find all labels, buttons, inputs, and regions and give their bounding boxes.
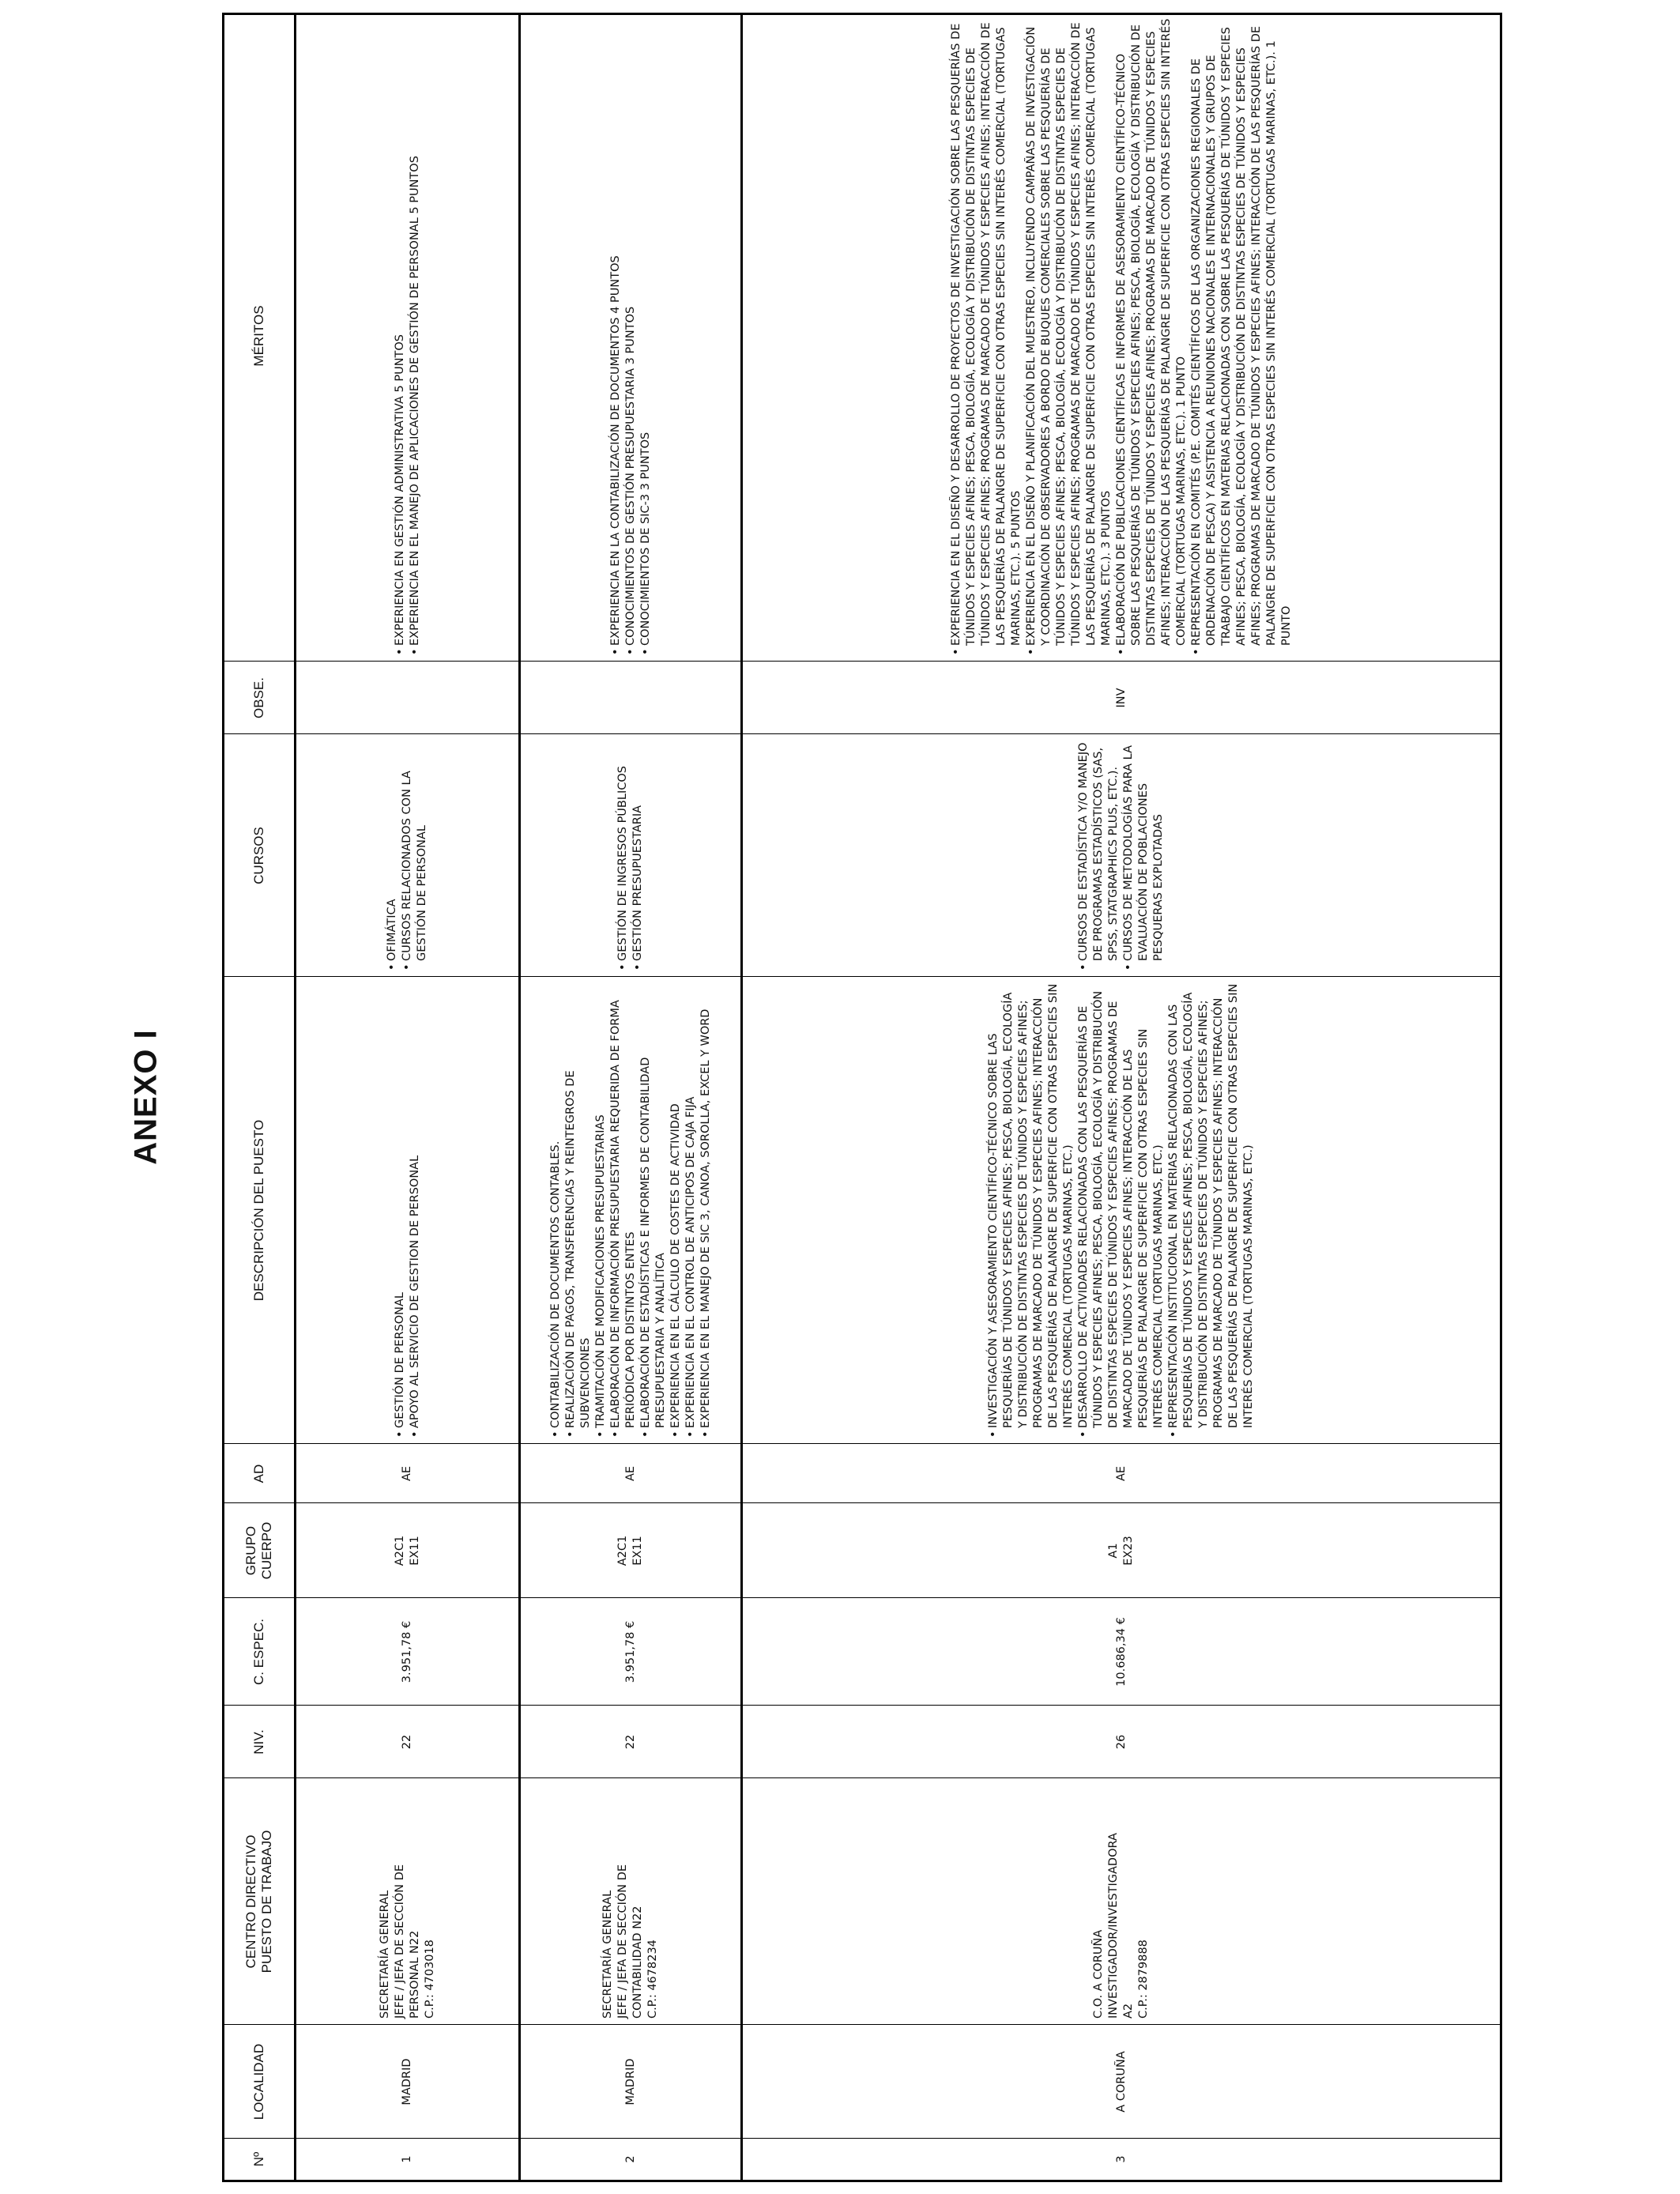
header-centro: CENTRO DIRECTIVO PUESTO DE TRABAJO: [243, 1830, 274, 1973]
header-niv: NIV.: [251, 1729, 266, 1755]
meritos-item: • EXPERIENCIA EN EL MANEJO DE APLICACIONES DE GESTIÓN DE PERSONAL 5 PUNTOS: [408, 17, 423, 655]
cell-cespec: 3.951,78 €: [623, 1620, 637, 1683]
cell-descripcion: [296, 977, 518, 1444]
descripcion-item: • TRAMITACIÓN DE MODIFICACIONES PRESUPUESTARIAS: [593, 983, 608, 1438]
table-row: [521, 15, 740, 2180]
cell-grupo: A1 EX23: [1107, 1536, 1135, 1566]
cell-niv: 26: [1114, 1734, 1128, 1750]
meritos-item: • EXPERIENCIA EN GESTIÓN ADMINISTRATIVA 5 PUNTOS: [393, 17, 408, 655]
cell-cespec: 3.951,78 €: [401, 1620, 413, 1683]
header-obse: OBSE.: [251, 677, 266, 718]
cell-obse: [296, 662, 518, 734]
cell-centro: C.O. A CORUÑA INVESTIGADOR/INVESTIGADORA A2 C.P.: 2879888: [1092, 1833, 1150, 2019]
cell-cursos: [296, 734, 518, 977]
descripcion-item: • ELABORACIÓN DE ESTADÍSTICAS E INFORMES DE CONTABILIDAD PRESUPUESTARIA Y ANALÍTICA: [638, 983, 669, 1438]
header-cursos: CURSOS: [251, 827, 266, 884]
header-cespec: C. ESPEC.: [251, 1618, 266, 1686]
cell-centro: SECRETARÍA GENERAL JEFE / JEFA DE SECCIÓN DE PERSONAL N22 C.P.: 4703018: [378, 1864, 436, 2019]
cursos-item: • CURSOS DE ESTADÍSTICA Y/O MANEJO DE PROGRAMAS ESTADÍSTICOS (SAS, SPSS, STATGRAPHICS PLUS, ETC.).: [1076, 741, 1121, 971]
header-grupo: GRUPO CUERPO: [243, 1521, 274, 1580]
annex-table: [222, 13, 1502, 2182]
cell-descripcion: [521, 977, 740, 1444]
descripcion-item: • DESARROLLO DE ACTIVIDADES RELACIONADAS CON LAS PESQUERÍAS DE TÚNIDOS Y ESPECIES AFINES; PESCA, BIOLOGÍA, ECOLOGÍA Y DISTRIBUCIÓN DE DISTINTAS ESPECIES DE TÚNIDOS Y ESPECIES AFINES; PROGRAMAS DE MARCADO DE TÚNIDOS Y ESPECIES AFINES; INTERACCIÓN DE LAS PESQUERÍAS DE PALANGRE DE SUPERFICIE CON OTRAS ESPECIES SIN INTERÉS COMERCIAL (TORTUGAS MARINAS, ETC.): [1076, 983, 1166, 1438]
cell-niv: 22: [401, 1734, 413, 1750]
descripcion-item: • EXPERIENCIA EN EL CONTROL DE ANTICIPOS DE CAJA FIJA: [684, 983, 699, 1438]
cursos-item: • GESTIÓN PRESUPUESTARIA: [631, 741, 646, 971]
descripcion-item: • CONTABILIZACIÓN DE DOCUMENTOS CONTABLES.: [548, 983, 563, 1438]
header-meritos: MÉRITOS: [251, 305, 266, 367]
cell-localidad: MADRID: [401, 2058, 413, 2105]
descripcion-item: • REALIZACIÓN DE PAGOS, TRANSFERENCIAS Y REINTEGROS DE SUBVENCIONES: [563, 983, 593, 1438]
cell-obse: [521, 662, 740, 734]
cell-cursos: [743, 734, 1500, 977]
descripcion-item: • INVESTIGACIÓN Y ASESORAMIENTO CIENTÍFICO-TÉCNICO SOBRE LAS PESQUERÍAS DE TÚNIDOS Y ESPECIES AFINES; PESCA, BIOLOGÍA, ECOLOGÍA Y DISTRIBUCIÓN DE DISTINTAS ESPECIES DE TÚNIDOS Y ESPECIES AFINES; PROGRAMAS DE MARCADO DE TÚNIDOS Y ESPECIES AFINES; INTERACCIÓN DE LAS PESQUERÍAS DE PALANGRE DE SUPERFICIE CON OTRAS ESPECIES SIN INTERÉS COMERCIAL (TORTUGAS MARINAS, ETC.): [986, 983, 1076, 1438]
cell-ad: AE: [401, 1465, 413, 1482]
header-ad: AD: [251, 1464, 266, 1483]
meritos-item: • CONOCIMIENTOS DE GESTIÓN PRESUPUESTARIA 3 PUNTOS: [623, 17, 638, 655]
cell-localidad: A CORUÑA: [1114, 2051, 1128, 2113]
cell-grupo: A2C1 EX11: [616, 1535, 644, 1566]
cursos-item: • OFIMÁTICA: [385, 741, 400, 971]
descripcion-item: • EXPERIENCIA EN EL MANEJO DE SIC 3, CANOA, SOROLLA, EXCEL Y WORD: [699, 983, 714, 1438]
meritos-item: • CONOCIMIENTOS DE SIC-3 3 PUNTOS: [638, 17, 654, 655]
descripcion-item: • GESTIÓN DE PERSONAL: [393, 983, 408, 1438]
cell-meritos: [521, 10, 740, 662]
descripcion-item: • APOYO AL SERVICIO DE GESTION DE PERSONAL: [408, 983, 423, 1438]
cell-cespec: 10.686,34 €: [1114, 1617, 1128, 1687]
cell-obse: INV: [1114, 688, 1128, 708]
table-row: [296, 15, 518, 2180]
cell-cursos: [521, 734, 740, 977]
table-row: [743, 15, 1500, 2180]
header-n: Nº: [251, 2151, 266, 2167]
cell-ad: AE: [623, 1465, 637, 1482]
cell-n: 2: [623, 2155, 637, 2163]
cell-localidad: MADRID: [623, 2058, 637, 2105]
cell-meritos: [743, 10, 1500, 662]
cell-niv: 22: [623, 1734, 637, 1750]
header-descripcion: DESCRIPCIÓN DEL PUESTO: [251, 1119, 266, 1302]
cursos-item: • CURSOS DE METODOLOGÍAS PARA LA EVALUACIÓN DE POBLACIONES PESQUERAS EXPLOTADAS: [1121, 741, 1166, 971]
cell-grupo: A2C1 EX11: [393, 1535, 421, 1566]
meritos-item: • ELABORACIÓN DE PUBLICACIONES CIENTÍFICAS E INFORMES DE ASESORAMIENTO CIENTÍFICO-TÉCNICO SOBRE LAS PESQUERÍAS DE TÚNIDOS Y ESPECIES AFINES; PESCA, BIOLOGÍA, ECOLOGÍA Y DISTRIBUCIÓN DE DISTINTAS ESPECIES DE TÚNIDOS Y ESPECIES AFINES; PROGRAMAS DE MARCADO DE TÚNIDOS Y ESPECIES AFINES; INTERACCIÓN DE LAS PESQUERÍAS DE PALANGRE DE SUPERFICIE CON OTRAS ESPECIES SIN INTERÉS COMERCIAL (TORTUGAS MARINAS, ETC.). 1 PUNTO: [1114, 17, 1189, 655]
cell-meritos: [296, 10, 518, 662]
meritos-item: • EXPERIENCIA EN EL DISEÑO Y PLANIFICACIÓN DEL MUESTREO, INCLUYENDO CAMPAÑAS DE INVESTIGACIÓN Y COORDINACIÓN DE OBSERVADORES A BORDO DE BUQUES COMERCIALES SOBRE LAS PESQUERÍAS DE TÚNIDOS Y ESPECIES AFINES; PESCA, BIOLOGÍA, ECOLOGÍA Y DISTRIBUCIÓN DE DISTINTAS ESPECIES DE TÚNIDOS Y ESPECIES AFINES; PROGRAMAS DE MARCADO DE TÚNIDOS Y ESPECIES AFINES; INTERACCIÓN DE LAS PESQUERÍAS DE PALANGRE DE SUPERFICIE CON OTRAS ESPECIES SIN INTERÉS COMERCIAL (TORTUGAS MARINAS, ETC.). 3 PUNTOS: [1024, 17, 1114, 655]
header-localidad: LOCALIDAD: [251, 2043, 266, 2120]
cursos-item: • CURSOS RELACIONADOS CON LA GESTIÓN DE PERSONAL: [400, 741, 430, 971]
cell-descripcion: [743, 977, 1500, 1444]
cell-ad: AE: [1114, 1465, 1128, 1482]
meritos-item: • REPRESENTACIÓN EN COMITÉS (P.E. COMITÉS CIENTÍFICOS DE LAS ORGANIZACIONES REGIONALES DE ORDENACIÓN DE PESCA) Y ASISTENCIA A REUNIONES NACIONALES E INTERNACIONALES Y GRUPOS DE TRABAJO CIENTÍFICOS EN MATERIAS RELACIONADAS CON SOBRE LAS PESQUERÍAS DE TÚNIDOS Y ESPECIES AFINES; PESCA, BIOLOGÍA, ECOLOGÍA Y DISTRIBUCIÓN DE DISTINTAS ESPECIES DE TÚNIDOS Y ESPECIES AFINES; PROGRAMAS DE MARCADO DE TÚNIDOS Y ESPECIES AFINES; INTERACCIÓN DE LAS PESQUERÍAS DE PALANGRE DE SUPERFICIE CON OTRAS ESPECIES SIN INTERÉS COMERCIAL (TORTUGAS MARINAS, ETC.). 1 PUNTO: [1189, 17, 1294, 655]
meritos-item: • EXPERIENCIA EN LA CONTABILIZACIÓN DE DOCUMENTOS 4 PUNTOS: [608, 17, 623, 655]
page-title: ANEXO I: [128, 1029, 164, 1165]
cell-n: 1: [401, 2155, 413, 2163]
cell-n: 3: [1114, 2155, 1128, 2163]
cursos-item: • GESTIÓN DE INGRESOS PÚBLICOS: [616, 741, 631, 971]
cell-centro: SECRETARÍA GENERAL JEFE / JEFA DE SECCIÓN DE CONTABILIDAD N22 C.P.: 4678234: [601, 1864, 659, 2019]
meritos-item: • EXPERIENCIA EN EL DISEÑO Y DESARROLLO DE PROYECTOS DE INVESTIGACIÓN SOBRE LAS PESQUERÍAS DE TÚNIDOS Y ESPECIES AFINES; PESCA, BIOLOGÍA, ECOLOGÍA Y DISTRIBUCIÓN DE DISTINTAS ESPECIES DE TÚNIDOS Y ESPECIES AFINES; PROGRAMAS DE MARCADO DE TÚNIDOS Y ESPECIES AFINES; INTERACCIÓN DE LAS PESQUERÍAS DE PALANGRE DE SUPERFICIE CON OTRAS ESPECIES SIN INTERÉS COMERCIAL (TORTUGAS MARINAS, ETC.). 5 PUNTOS: [949, 17, 1024, 655]
descripcion-item: • REPRESENTACIÓN INSTITUCIONAL EN MATERIAS RELACIONADAS CON LAS PESQUERÍAS DE TÚNIDOS Y ESPECIES AFINES; PESCA, BIOLOGÍA, ECOLOGÍA Y DISTRIBUCIÓN DE DISTINTAS ESPECIES DE TÚNIDOS Y ESPECIES AFINES; PROGRAMAS DE MARCADO DE TÚNIDOS Y ESPECIES AFINES; INTERACCIÓN DE LAS PESQUERÍAS DE PALANGRE DE SUPERFICIE CON OTRAS ESPECIES SIN INTERÉS COMERCIAL (TORTUGAS MARINAS, ETC.): [1166, 983, 1256, 1438]
descripcion-item: • ELABORACIÓN DE INFORMACIÓN PRESUPUESTARIA REQUERIDA DE FORMA PERIÓDICA POR DISTINTOS ENTES: [608, 983, 638, 1438]
descripcion-item: • EXPERIENCIA EN EL CÁLCULO DE COSTES DE ACTIVIDAD: [669, 983, 684, 1438]
